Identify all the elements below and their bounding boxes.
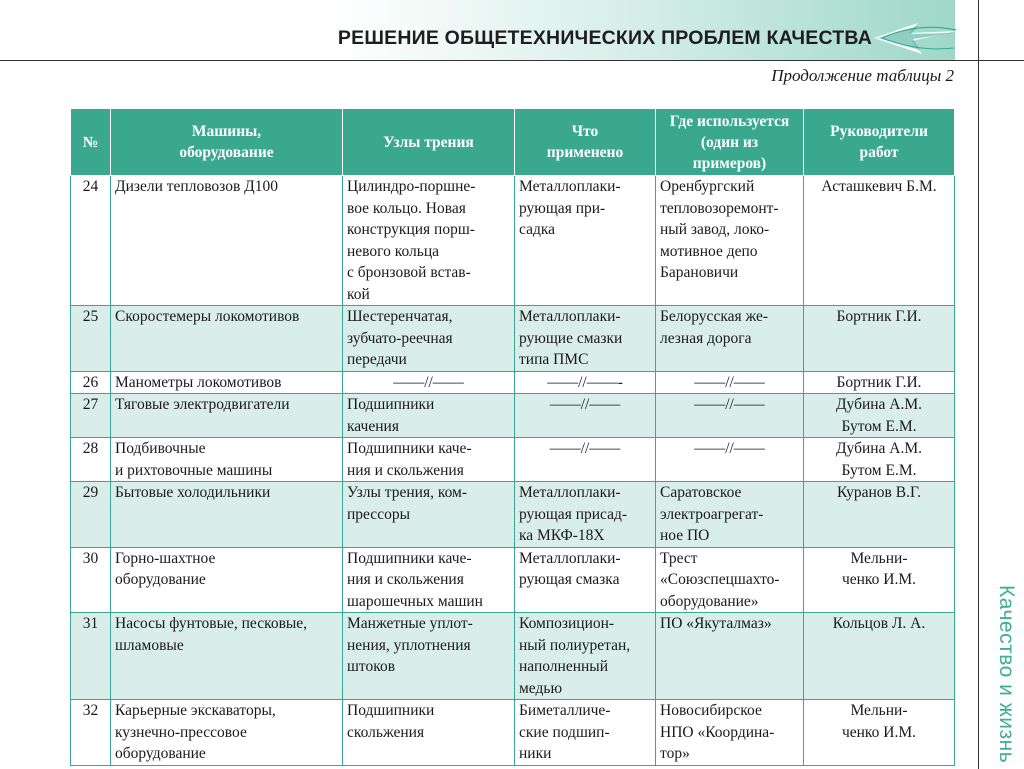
header-cell-applied: [515, 109, 656, 176]
cell-line: рующая при-: [519, 199, 606, 217]
cell-line: тепловозоремонт-: [660, 199, 779, 217]
cell-line: Белорусская же-: [660, 308, 769, 325]
cell-line: зубчато-реечная: [347, 329, 453, 347]
friction-node-cell: [343, 547, 515, 613]
cell-line: ка МКФ-18Х: [519, 527, 605, 544]
machine-cell: [111, 482, 343, 548]
table-row: [71, 613, 955, 700]
friction-node-cell: [343, 613, 515, 700]
cell-line: невого кольца: [347, 242, 440, 260]
cell-line: Руководители: [830, 123, 928, 140]
arrow-icon: [872, 18, 958, 58]
row-number: 28: [71, 438, 111, 482]
applied-cell: [515, 547, 656, 613]
header-cell-leaders: [804, 109, 955, 176]
leaders-cell: [804, 438, 955, 482]
where-used-cell: [656, 700, 804, 766]
row-number: 29: [71, 482, 111, 548]
cell-line: работ: [859, 144, 899, 161]
cell-line: с бронзовой встав-: [347, 264, 471, 281]
cell-line: лезная дорога: [660, 329, 752, 347]
cell-line: ——//——: [393, 373, 464, 391]
cell-line: оборудование: [115, 571, 206, 588]
header-cell-friction-nodes: [343, 109, 515, 176]
cell-line: НПО «Координа-: [660, 723, 775, 741]
cell-line: Манжетные уплот-: [347, 615, 473, 632]
machine-cell: [111, 176, 343, 306]
cell-line: шламовые: [115, 636, 184, 654]
cell-line: ния и скольжения: [347, 571, 464, 588]
table-row: [71, 394, 955, 438]
cell-line: ное ПО: [660, 527, 710, 544]
cell-line: качения: [347, 417, 399, 435]
where-used-cell: [656, 613, 804, 700]
cell-line: передачи: [347, 351, 407, 368]
cell-line: Куранов В.Г.: [836, 484, 922, 501]
machine-cell: [111, 306, 343, 372]
cell-line: и рихтовочные машины: [115, 461, 273, 479]
machine-cell: [111, 438, 343, 482]
row-number: 31: [71, 613, 111, 700]
cell-line: примеров): [692, 154, 767, 172]
table-row: [71, 700, 955, 766]
cell-line: Бутом Е.М.: [841, 417, 917, 435]
table-header-row: [71, 109, 955, 176]
where-used-cell: [656, 438, 804, 482]
row-number: 25: [71, 306, 111, 372]
cell-line: Новосибирское: [660, 702, 762, 719]
cell-line: «Союзспецшахто-: [660, 571, 780, 588]
machine-cell: [111, 547, 343, 613]
cell-line: Металлоплаки-: [519, 549, 621, 567]
header-cell-where-used: [656, 109, 804, 176]
cell-line: Где используется: [669, 112, 790, 130]
cell-line: нения, уплотнения: [347, 636, 471, 654]
cell-line: Манометры локомотивов: [115, 373, 282, 391]
cell-line: оборудование»: [660, 592, 759, 610]
table-row: [71, 547, 955, 613]
cell-line: ——//——: [694, 440, 765, 457]
where-used-cell: [656, 547, 804, 613]
header-cell-machines: [111, 109, 343, 176]
cell-line: Карьерные экскаваторы,: [115, 702, 276, 719]
where-used-cell: [656, 482, 804, 548]
applied-cell: [515, 176, 656, 306]
cell-line: ники: [519, 745, 552, 762]
cell-line: Что: [571, 123, 599, 140]
table-row: [71, 306, 955, 372]
friction-node-cell: [343, 394, 515, 438]
where-used-cell: [656, 306, 804, 372]
cell-line: ——//——: [694, 396, 765, 413]
machine-cell: [111, 700, 343, 766]
cell-line: Композицион-: [519, 615, 615, 632]
cell-line: типа ПМС: [519, 351, 589, 368]
cell-line: рующая смазка: [519, 571, 620, 588]
cell-line: оборудование: [115, 745, 206, 762]
row-number: 32: [71, 700, 111, 766]
table-row: [71, 176, 955, 306]
where-used-cell: [656, 371, 804, 394]
machine-cell: [111, 394, 343, 438]
leaders-cell: [804, 613, 955, 700]
cell-line: (один из: [700, 133, 759, 151]
row-number: 27: [71, 394, 111, 438]
cell-line: наполненный: [519, 658, 609, 675]
leaders-cell: [804, 176, 955, 306]
machine-cell: [111, 613, 343, 700]
cell-line: ——//——-: [547, 373, 623, 391]
cell-line: Биметалличе-: [519, 702, 611, 719]
cell-line: Машины,: [191, 123, 262, 140]
cell-line: Асташкевич Б.М.: [821, 178, 937, 195]
cell-line: Подшипники каче-: [347, 440, 472, 457]
cell-line: Скоростемеры локомотивов: [115, 308, 300, 325]
cell-line: медью: [519, 679, 563, 697]
cell-line: Узлы трения: [383, 133, 474, 151]
cell-line: электроагрегат-: [660, 505, 764, 523]
applied-cell: [515, 700, 656, 766]
cell-line: ный полиуретан,: [519, 636, 631, 654]
cell-line: Кольцов Л. А.: [832, 615, 926, 632]
cell-line: Шестеренчатая,: [347, 308, 453, 325]
header-rule: [0, 60, 1024, 61]
row-number: 24: [71, 176, 111, 306]
table-continuation-label: Продолжение таблицы 2: [771, 66, 954, 85]
friction-node-cell: [343, 306, 515, 372]
cell-line: Бутом Е.М.: [841, 461, 917, 479]
friction-node-cell: [343, 176, 515, 306]
cell-line: ские подшип-: [519, 723, 610, 741]
cell-line: ——//——: [694, 373, 765, 391]
cell-line: Бортник Г.И.: [836, 308, 922, 325]
cell-line: конструкция порш-: [347, 221, 475, 238]
table-row: [71, 371, 955, 394]
cell-line: Металлоплаки-: [519, 484, 621, 501]
leaders-cell: [804, 700, 955, 766]
cell-line: рующие смазки: [519, 329, 623, 347]
cell-line: мотивное депо: [660, 242, 758, 260]
cell-line: Цилиндро-поршне-: [347, 178, 476, 195]
cell-line: Барановичи: [660, 264, 739, 281]
friction-node-cell: [343, 371, 515, 394]
cell-line: №: [82, 133, 99, 151]
cell-line: Трест: [660, 549, 698, 567]
friction-node-cell: [343, 700, 515, 766]
cell-line: Подшипники: [347, 396, 435, 413]
applied-cell: [515, 613, 656, 700]
cell-line: штоков: [347, 658, 396, 675]
cell-line: ный завод, локо-: [660, 221, 770, 238]
cell-line: Тяговые электродвигатели: [115, 396, 290, 413]
cell-line: Бортник Г.И.: [836, 373, 922, 391]
cell-line: Дизели тепловозов Д100: [115, 178, 278, 195]
machine-cell: [111, 371, 343, 394]
applied-cell: [515, 482, 656, 548]
cell-line: ——//——: [549, 440, 621, 457]
cell-line: ——//——: [549, 396, 621, 413]
cell-line: Подшипники: [347, 702, 435, 719]
cell-line: ния и скольжения: [347, 461, 464, 479]
applied-cell: [515, 306, 656, 372]
cell-line: Мельни-: [850, 549, 908, 567]
leaders-cell: [804, 394, 955, 438]
cell-line: кузнечно-прессовое: [115, 723, 247, 741]
cell-line: Насосы фунтовые, песковые,: [115, 615, 308, 632]
cell-line: Горно-шахтное: [115, 549, 216, 567]
applied-cell: [515, 438, 656, 482]
cell-line: Оренбургский: [660, 178, 755, 195]
header-cell-number: [71, 109, 111, 176]
friction-node-cell: [343, 482, 515, 548]
applied-cell: [515, 394, 656, 438]
cell-line: скольжения: [347, 723, 425, 741]
cell-line: Мельни-: [850, 702, 908, 719]
friction-node-cell: [343, 438, 515, 482]
cell-line: Металлоплаки-: [519, 178, 621, 195]
cell-line: Дубина А.М.: [835, 396, 923, 413]
data-table: [70, 108, 955, 766]
cell-line: Бытовые холодильники: [115, 484, 271, 501]
applied-cell: [515, 371, 656, 394]
cell-line: Саратовское: [660, 484, 742, 501]
journal-side-title: Качество и жизнь: [995, 585, 1018, 764]
table-row: [71, 438, 955, 482]
cell-line: оборудование: [179, 144, 274, 161]
cell-line: Подбивочные: [115, 440, 206, 457]
leaders-cell: [804, 482, 955, 548]
cell-line: шарошечных машин: [347, 592, 483, 610]
table-row: [71, 482, 955, 548]
cell-line: Дубина А.М.: [835, 440, 923, 457]
cell-line: садка: [519, 221, 556, 238]
row-number: 30: [71, 547, 111, 613]
page-header-title: РЕШЕНИЕ ОБЩЕТЕХНИЧЕСКИХ ПРОБЛЕМ КАЧЕСТВА: [337, 27, 872, 49]
cell-line: кой: [347, 285, 370, 303]
cell-line: ченко И.М.: [841, 571, 917, 588]
cell-line: вое кольцо. Новая: [347, 199, 466, 217]
row-number: 26: [71, 371, 111, 394]
cell-line: ченко И.М.: [841, 723, 917, 741]
cell-line: прессоры: [347, 505, 410, 523]
cell-line: рующая присад-: [519, 505, 628, 523]
cell-line: Узлы трения, ком-: [347, 484, 467, 501]
cell-line: Подшипники каче-: [347, 549, 472, 567]
cell-line: Металлоплаки-: [519, 308, 621, 325]
where-used-cell: [656, 176, 804, 306]
leaders-cell: [804, 306, 955, 372]
leaders-cell: [804, 547, 955, 613]
cell-line: ПО «Якуталмаз»: [660, 615, 772, 632]
leaders-cell: [804, 371, 955, 394]
cell-line: применено: [546, 144, 624, 161]
right-margin-rule: [978, 0, 979, 769]
cell-line: тор»: [660, 745, 690, 762]
where-used-cell: [656, 394, 804, 438]
